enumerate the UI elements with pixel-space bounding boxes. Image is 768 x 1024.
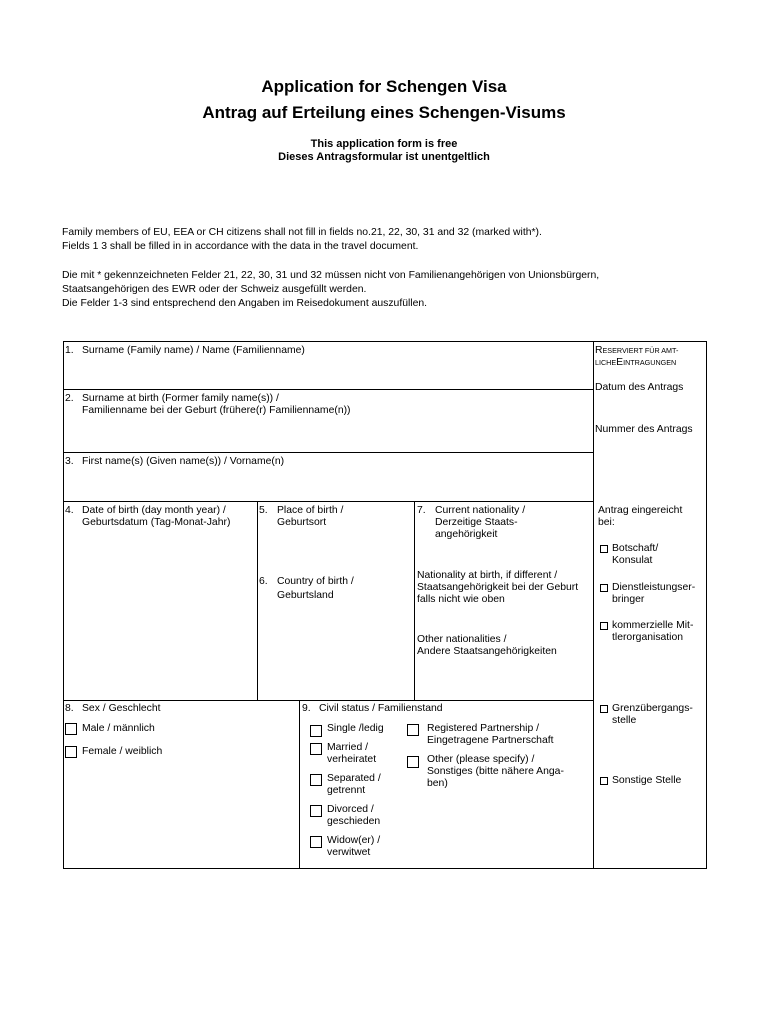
field-9-number: 9. xyxy=(302,703,311,714)
commercial-intermediary-label-line2: tlerorganisation xyxy=(612,632,684,643)
embassy-label-line1: Botschaft/ xyxy=(612,543,659,554)
other-office-checkbox[interactable] xyxy=(600,777,608,785)
page-title-german: Antrag auf Erteilung eines Schengen-Visums xyxy=(202,103,566,122)
service-provider-label-line2: bringer xyxy=(612,594,645,605)
intro-de-line1: Die mit * gekennzeichneten Felder 21, 22, 30, 31 und 32 müssen nicht von Familienangehörigen von Unionsbürgern, xyxy=(62,270,600,281)
nationality-at-birth-input[interactable] xyxy=(415,608,592,632)
separated-label-line1: Separated / xyxy=(327,773,381,784)
field-4-label-line2: Geburtsdatum (Tag-Monat-Jahr) xyxy=(82,517,231,528)
official-use-heading-line2: LICHEEINTRAGUNGEN xyxy=(595,357,677,368)
field-8-label: Sex / Geschlecht xyxy=(82,703,161,714)
registered-partnership-label-line2: Eingetragene Partnerschaft xyxy=(427,735,554,746)
submitted-at-line1: Antrag eingereicht xyxy=(598,505,683,516)
nationality-at-birth-line3: falls nicht wie oben xyxy=(417,594,505,605)
embassy-label-line2: Konsulat xyxy=(612,555,653,566)
nationality-at-birth-line2: Staatsangehörigkeit bei der Geburt xyxy=(417,582,579,593)
field-5-label-line2: Geburtsort xyxy=(277,517,327,528)
married-checkbox[interactable] xyxy=(310,743,322,755)
registered-partnership-label-line1: Registered Partnership / xyxy=(427,723,540,734)
surname-input[interactable] xyxy=(64,360,592,388)
intro-de-line3: Die Felder 1-3 sind entsprechend den Angaben im Reisedokument auszufüllen. xyxy=(62,298,428,309)
commercial-intermediary-label-line1: kommerzielle Mit- xyxy=(612,620,694,631)
female-checkbox[interactable] xyxy=(65,746,77,758)
widow-checkbox[interactable] xyxy=(310,836,322,848)
service-provider-label-line1: Dienstleistungser- xyxy=(612,582,696,593)
field-6-label-line1: Country of birth / xyxy=(277,576,354,587)
nationality-at-birth-line1: Nationality at birth, if different / xyxy=(417,570,558,581)
other-status-checkbox[interactable] xyxy=(407,756,419,768)
field-3-number: 3. xyxy=(65,456,74,467)
field-8-number: 8. xyxy=(65,703,74,714)
page-title: Application for Schengen Visa xyxy=(261,77,507,96)
field-7-label-line1: Current nationality / xyxy=(435,505,526,516)
field-2-label-line2: Familienname bei der Geburt (frühere(r) Familienname(n)) xyxy=(82,405,351,416)
field-3-label: First name(s) (Given name(s)) / Vorname(n) xyxy=(82,456,285,467)
male-checkbox[interactable] xyxy=(65,723,77,735)
field-1-number: 1. xyxy=(65,345,74,356)
widow-label-line2: verwitwet xyxy=(327,847,371,858)
field-5-number: 5. xyxy=(259,505,268,516)
single-checkbox[interactable] xyxy=(310,725,322,737)
divorced-label-line2: geschieden xyxy=(327,816,381,827)
other-status-label-line3: ben) xyxy=(427,778,448,789)
field-6-number: 6. xyxy=(259,576,268,587)
intro-en-line1: Family members of EU, EEA or CH citizens shall not fill in fields no.21, 22, 30, 31 and 32 (marked with*). xyxy=(62,227,542,238)
field-7-label-line2: Derzeitige Staats- xyxy=(435,517,518,528)
separated-label-line2: getrennt xyxy=(327,785,366,796)
field-1-label: Surname (Family name) / Name (Familienname) xyxy=(82,345,305,356)
divorced-label-line1: Divorced / xyxy=(327,804,374,815)
embassy-checkbox[interactable] xyxy=(600,545,608,553)
commercial-intermediary-checkbox[interactable] xyxy=(600,622,608,630)
border-crossing-label-line1: Grenzübergangs- xyxy=(612,703,693,714)
married-label-line1: Married / xyxy=(327,742,368,753)
other-office-label: Sonstige Stelle xyxy=(612,775,682,786)
application-number-label: Nummer des Antrags xyxy=(595,424,693,435)
field-2-label-line1: Surname at birth (Former family name(s)) / xyxy=(82,393,279,404)
field-7-number: 7. xyxy=(417,505,426,516)
other-status-label-line2: Sonstiges (bitte nähere Anga- xyxy=(427,766,564,777)
border-crossing-checkbox[interactable] xyxy=(600,705,608,713)
application-date-label: Datum des Antrags xyxy=(595,382,684,393)
field-4-number: 4. xyxy=(65,505,74,516)
surname-at-birth-input[interactable] xyxy=(64,420,592,451)
place-of-birth-input[interactable] xyxy=(258,533,413,571)
free-notice-german: Dieses Antragsformular ist unentgeltlich xyxy=(278,151,490,163)
other-status-label-line1: Other (please specify) / xyxy=(427,754,535,765)
widow-label-line1: Widow(er) / xyxy=(327,835,381,846)
country-of-birth-input[interactable] xyxy=(258,606,413,699)
field-7-label-line3: angehörigkeit xyxy=(435,529,498,540)
field-9-label: Civil status / Familienstand xyxy=(319,703,443,714)
free-notice: This application form is free xyxy=(310,138,458,150)
service-provider-checkbox[interactable] xyxy=(600,584,608,592)
separated-checkbox[interactable] xyxy=(310,774,322,786)
official-use-heading-line1: RESERVIERT FÜR AMT- xyxy=(595,345,679,356)
married-label-line2: verheiratet xyxy=(327,754,377,765)
field-6-label-line2: Geburtsland xyxy=(277,590,334,601)
field-2-number: 2. xyxy=(65,393,74,404)
border-crossing-label-line2: stelle xyxy=(612,715,637,726)
intro-de-line2: Staatsangehörigen des EWR oder der Schweiz ausgefüllt werden. xyxy=(62,284,367,295)
current-nationality-input[interactable] xyxy=(415,543,592,567)
field-4-label-line1: Date of birth (day month year) / xyxy=(82,505,226,516)
date-of-birth-input[interactable] xyxy=(64,533,256,699)
intro-en-line2: Fields 1 3 shall be filled in in accordance with the data in the travel document. xyxy=(62,241,419,252)
divorced-checkbox[interactable] xyxy=(310,805,322,817)
single-label: Single /ledig xyxy=(327,723,384,734)
submitted-at-line2: bei: xyxy=(598,517,615,528)
first-name-input[interactable] xyxy=(64,471,592,500)
registered-partnership-checkbox[interactable] xyxy=(407,724,419,736)
other-nationalities-line1: Other nationalities / xyxy=(417,634,507,645)
other-nationalities-input[interactable] xyxy=(415,660,592,699)
male-label: Male / männlich xyxy=(82,723,155,734)
other-nationalities-line2: Andere Staatsangehörigkeiten xyxy=(417,646,557,657)
field-5-label-line1: Place of birth / xyxy=(277,505,344,516)
female-label: Female / weiblich xyxy=(82,746,163,757)
